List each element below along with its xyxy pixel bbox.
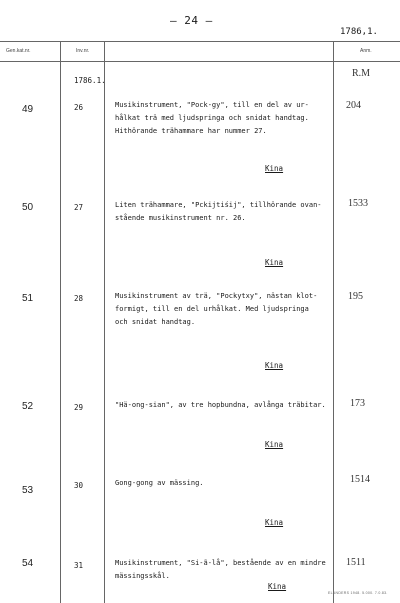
item-description: Musikinstrument, "Pock-gy", till en del av ur- hålkat trä med ljudspringa och snidat handtag. Hithörande trähammare har nummer 27. [115,101,309,135]
item-origin: Kina [265,258,284,267]
gen-kat-number: 53 [22,485,34,496]
inventory-number: 28 [74,294,84,303]
column-divider [60,41,61,603]
column-header-inv: Inv.nr. [76,48,90,54]
annotation: 204 [346,100,361,111]
catalogue-reference: 1786,1. [340,27,378,37]
inventory-number: 29 [74,403,84,412]
column-divider [104,41,105,603]
annotation: 1514 [350,474,370,485]
column-header-gen-kat: Gen.kat.nr. [6,48,31,54]
annotation: 173 [350,398,365,409]
inventory-number: 27 [74,203,84,212]
item-description: "Hä-ong-sian", av tre hopbundna, avlånga träbitar. [115,401,326,409]
item-origin: Kina [265,518,284,527]
item-origin: Kina [265,164,284,173]
item-origin: Kina [265,440,284,449]
item-description: Musikinstrument av trä, "Pockytxy", nästan klot- formigt, till en del urhålkat. Med ljudspringa och snidat handtag. [115,292,318,326]
page-number: – 24 – [170,14,213,27]
annotation: 195 [348,291,363,302]
gen-kat-number: 49 [22,104,34,115]
annotation: R.M [352,68,371,79]
inventory-number: 31 [74,561,84,570]
column-header-anm: Anm. [360,48,372,54]
item-origin: Kina [265,361,284,370]
gen-kat-number: 50 [22,202,34,213]
item-description: Musikinstrument, "Si-ã-lå", bestående av en mindre mässingsskål. [115,559,326,580]
item-description: Gong-gong av mässing. [115,479,204,487]
gen-kat-number: 51 [22,293,34,304]
gen-kat-number: 54 [22,558,34,569]
item-origin: Kina [268,582,287,591]
item-description: Liten trähammare, "Pckijtiśij", tillhörande ovan- stående musikinstrument nr. 26. [115,201,322,222]
inventory-series: 1786.1. [74,76,106,85]
gen-kat-number: 52 [22,401,34,412]
annotation: 1533 [348,198,368,209]
inventory-number: 26 [74,103,84,112]
printer-imprint: ELANDERS 1948. 5.000. 7.0.83. [328,591,388,595]
annotation: 1511 [346,557,366,568]
inventory-number: 30 [74,481,84,490]
